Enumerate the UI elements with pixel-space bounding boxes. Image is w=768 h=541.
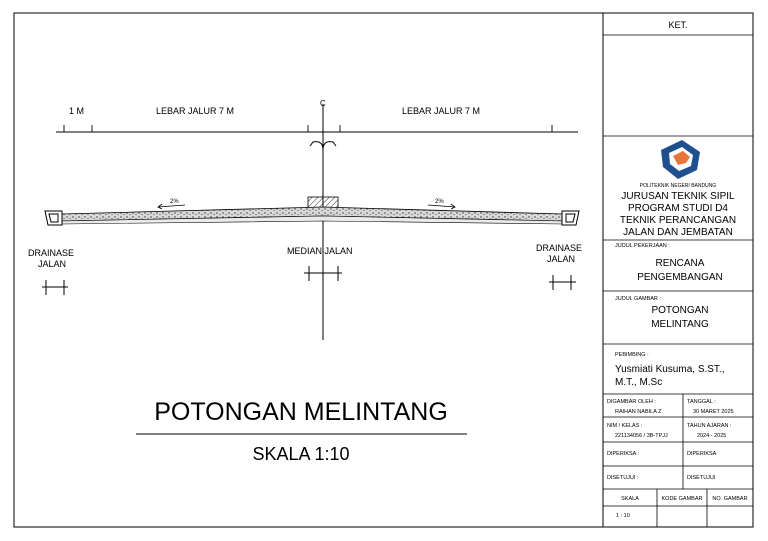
- code-label: KODE GAMBAR: [661, 496, 703, 502]
- marker-right: [549, 275, 576, 290]
- slope-left: 2%: [170, 199, 179, 205]
- drawing-scale: SKALA 1:10: [252, 444, 350, 464]
- year-label: TAHUN AJARAN :: [687, 423, 732, 429]
- label-drainage-right-2: JALAN: [547, 254, 576, 264]
- label-drainage-left-1: DRAINASE: [28, 248, 75, 258]
- approved-right: DISETUJUI: [687, 475, 716, 481]
- polban-logo: [661, 140, 700, 179]
- label-lane-right: LEBAR JALUR 7 M: [402, 106, 481, 116]
- nim-label: NIM / KELAS :: [607, 423, 643, 429]
- road-pavement: [62, 207, 562, 224]
- drawn-by-value: RAIHAN NABILA Z: [615, 409, 662, 415]
- dimension-line: [56, 125, 578, 132]
- label-median: MEDIAN JALAN: [287, 246, 353, 256]
- drawing-value-1: POTONGAN: [651, 305, 709, 316]
- label-drainage-left-2: JALAN: [38, 259, 67, 269]
- job-value-2: PENGEMBANGAN: [637, 272, 723, 283]
- department-line-3: TEKNIK PERANCANGAN: [619, 215, 737, 226]
- checked-right: DIPERIKSA: [687, 451, 717, 457]
- label-lane-left: LEBAR JALUR 7 M: [156, 106, 235, 116]
- scale-label: SKALA: [621, 496, 639, 502]
- centerline-mark: C: [320, 99, 326, 108]
- department-line-4: JALAN DAN JEMBATAN: [623, 227, 733, 238]
- institution-name: POLITEKNIK NEGERI BANDUNG: [639, 183, 717, 189]
- number-label: NO. GAMBAR: [712, 496, 748, 502]
- drawing-title: POTONGAN MELINTANG: [154, 398, 448, 426]
- drainage-left: [45, 211, 62, 225]
- slope-right: 2%: [435, 199, 444, 205]
- drawing-label: JUDUL GAMBAR :: [615, 296, 661, 302]
- sheet-border: [14, 13, 753, 527]
- drawing-value-2: MELINTANG: [651, 319, 709, 330]
- department-line-2: PROGRAM STUDI D4: [627, 203, 729, 214]
- advisor-label: PEBIMBING :: [615, 352, 649, 358]
- drainage-right: [562, 211, 579, 225]
- approved-left: DISETUJUI :: [607, 475, 639, 481]
- street-lamp: [310, 142, 336, 178]
- department-line-1: JURUSAN TEKNIK SIPIL: [621, 191, 735, 202]
- date-label: TANGGAL :: [687, 399, 716, 405]
- label-drainage-right-1: DRAINASE: [536, 243, 583, 253]
- drawn-by-label: DIGAMBAR OLEH :: [607, 399, 656, 405]
- advisor-value-1: Yusmiati Kusuma, S.ST.,: [615, 364, 725, 375]
- ket-label: KET.: [668, 20, 688, 30]
- marker-left: [42, 280, 68, 295]
- label-shoulder: 1 M: [69, 106, 85, 116]
- checked-left: DIPERIKSA :: [607, 451, 640, 457]
- scale-value: 1 : 10: [616, 513, 630, 519]
- job-label: JUDUL PEKERJAAN :: [615, 243, 670, 249]
- year-value: 2024 - 2025: [697, 433, 727, 439]
- date-value: 30 MARET 2025: [693, 409, 734, 415]
- advisor-value-2: M.T., M.Sc: [615, 377, 663, 388]
- job-value-1: RENCANA: [655, 258, 705, 269]
- nim-value: 221134056 / 3B-TPJJ: [615, 433, 668, 439]
